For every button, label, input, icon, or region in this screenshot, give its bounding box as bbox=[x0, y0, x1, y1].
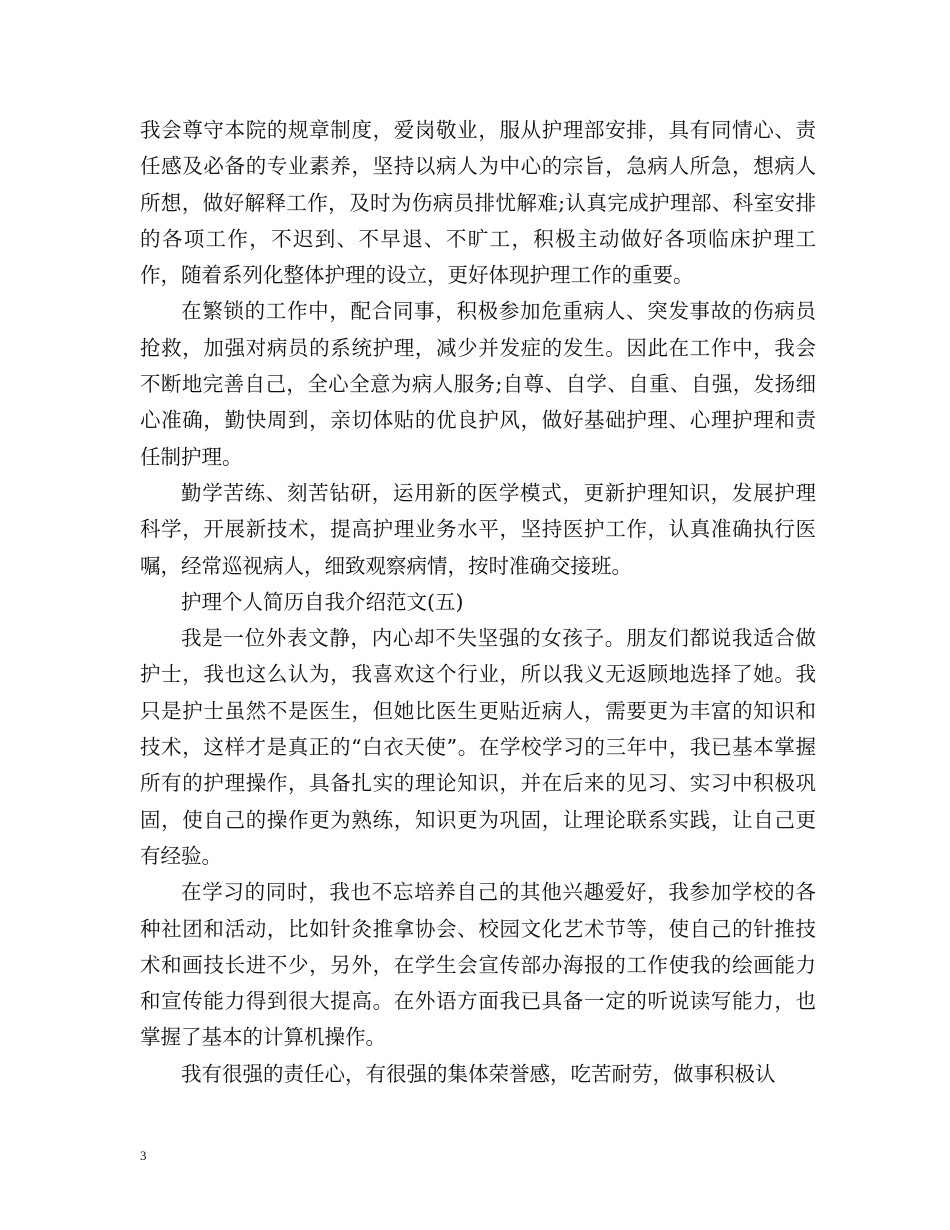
paragraph-6: 我有很强的责任心，有很强的集体荣誉感，吃苦耐劳，做事积极认 bbox=[181, 1061, 776, 1086]
paragraph-3: 勤学苦练、刻苦钻研，运用新的医学模式，更新护理知识，发展护理科学，开展新技术，提高护理业务水平，坚持医护工作，认真准确执行医嘱，经常巡视病人，细致观察病情，按时准确交接班。 bbox=[140, 480, 816, 578]
section-heading: 护理个人简历自我介绍范文(五) bbox=[181, 589, 464, 614]
paragraph-2: 在繁锁的工作中，配合同事，积极参加危重病人、突发事故的伤病员抢救，加强对病员的系统护理，减少并发症的发生。因此在工作中，我会不断地完善自己，全心全意为病人服务;自尊、自学、自重、自强，发扬细心准确，勤快周到，亲切体贴的优良护风，做好基础护理、心理护理和责任制护理。 bbox=[140, 299, 816, 469]
paragraph-5: 在学习的同时，我也不忘培养自己的其他兴趣爱好，我参加学校的各种社团和活动，比如针灸推拿协会、校园文化艺术节等，使自己的针推技术和画技长进不少，另外，在学生会宣传部办海报的工作使我的绘画能力和宣传能力得到很大提高。在外语方面我已具备一定的听说读写能力，也掌握了基本的计算机操作。 bbox=[140, 880, 816, 1050]
page-number: 3 bbox=[140, 1148, 147, 1163]
paragraph-1: 我会尊守本院的规章制度，爱岗敬业，服从护理部安排，具有同情心、责任感及必备的专业素养，坚持以病人为中心的宗旨，急病人所急，想病人所想，做好解释工作，及时为伤病员排忧解难;认真完成护理部、科室安排的各项工作，不迟到、不早退、不旷工，积极主动做好各项临床护理工作，随着系列化整体护理的设立，更好体现护理工作的重要。 bbox=[140, 118, 816, 288]
paragraph-4: 我是一位外表文静，内心却不失坚强的女孩子。朋友们都说我适合做护士，我也这么认为，我喜欢这个行业，所以我义无返顾地选择了她。我只是护士虽然不是医生，但她比医生更贴近病人，需要更为丰富的知识和技术，这样才是真正的“白衣天使”。在学校学习的三年中，我已基本掌握所有的护理操作，具备扎实的理论知识，并在后来的见习、实习中积极巩固，使自己的操作更为熟练，知识更为巩固，让理论联系实践，让自己更有经验。 bbox=[140, 626, 816, 868]
document-body bbox=[140, 112, 816, 1092]
